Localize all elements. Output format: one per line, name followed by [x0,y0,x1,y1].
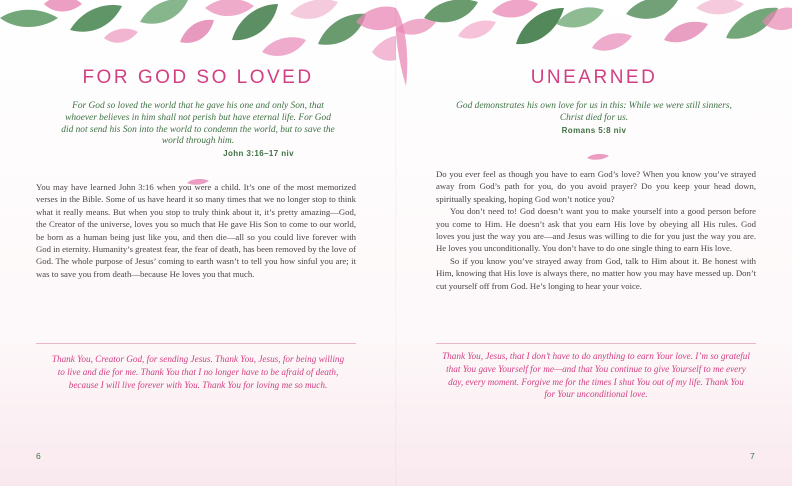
body-text [36,181,356,280]
scripture-verse [456,101,732,136]
divider-line [436,343,756,344]
body-paragraph: You may have learned John 3:16 when you were a child. It’s one of the most memorized verses in the Bible. Some of us have heard it so many times that we no longer stop to think what it really means. But when you stop to truly think about it, it’s pretty amazing—God, the Creator of the universe, loves you so much that He gave His Son to come to our world, be born as a human being just like you, and then die—all so you could live forever with God in eternity. Humanity’s greatest fear, the fear of death, has been removed by the love of God. The whole purpose of Jesus’ coming to earth wasn’t to tell you how sinful you are; it was to save you from death—because He loves you that much. [36,182,356,279]
body-paragraph: Do you ever feel as though you have to earn God’s love? When you know you’ve strayed away from God’s path for you, do you avoid prayer? Do you keep your head down, spiritually speaking, hoping God won’t notice you? [436,169,756,204]
page-number: 7 [750,451,755,461]
petal-divider-icon [586,153,610,161]
body-text [436,168,756,292]
prayer-text: Thank You, Jesus, that I don’t have to do anything to earn Your love. I’m so grateful that You gave Yourself for me—and that You continue to give Yourself to me every day, every moment. Forgive me for the times I shut You out of my life. Thank You for Your unconditional love. [442,351,750,400]
verse-reference: John 3:16–17 niv [223,149,294,159]
book-gutter [395,0,397,486]
verse-reference: Romans 5:8 niv [561,125,627,135]
body-paragraph: So if you know you’ve strayed away from God, talk to Him about it. Be honest with Him, knowing that His love is always there, no matter how you may have messed up. Don’t cut yourself off from God. He’s longing to hear your voice. [436,255,756,291]
right-page [396,0,792,486]
page-title: FOR GOD SO LOVED [82,67,314,88]
scripture-verse [58,101,338,160]
page-number: 6 [36,451,41,461]
verse-text: For God so loved the world that he gave his one and only Son, that whoever believes in him shall not perish but have eternal life. For God did not send his Son into the world to condemn the world, but to save the world through him. [61,101,335,147]
body-paragraph: You don’t need to! God doesn’t want you to make yourself into a good person before you come to Him. He doesn’t ask that you earn His love by obeying all His rules. God loves you just the way you are—and Jesus was willing to die for you just the way you are. He loves you unconditionally. You don’t have to do one single thing to earn His love. [436,206,756,254]
prayer-text: Thank You, Creator God, for sending Jesus. Thank You, Jesus, for being willing to live and die for me. Thank You that I no longer have to be afraid of death, because I will live forever with You. Thank You for loving me so much. [51,354,345,390]
divider-line [36,343,356,344]
page-title: UNEARNED [530,67,658,88]
verse-text: God demonstrates his own love for us in this: While we were still sinners, Christ died for us. [456,101,732,123]
